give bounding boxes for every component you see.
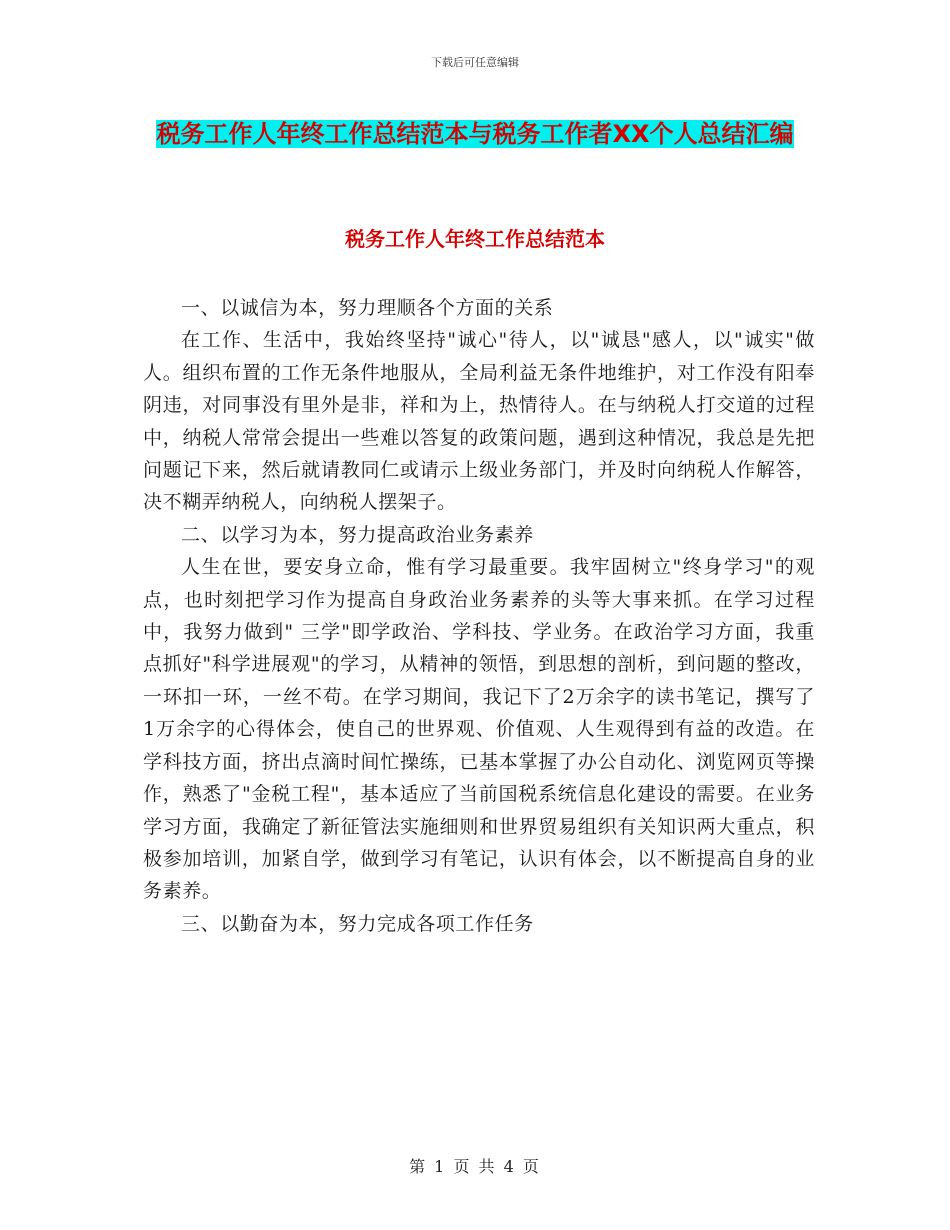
header-note: 下载后可任意编辑 (431, 56, 519, 69)
page-number: 第 1 页 共 4 页 (409, 1157, 541, 1176)
document-title-text: 税务工作人年终工作总结范本与税务工作者XX个人总结汇编 (156, 120, 794, 148)
section-title: 税务工作人年终工作总结范本 (345, 227, 605, 251)
document-body (143, 292, 815, 940)
paragraph-2: 人生在世，要安身立命，惟有学习最重要。我牢固树立"终身学习"的观点，也时刻把学习作为提高自身政治业务素养的头等大事来抓。在学习过程中，我努力做到" 三学"即学政治、学科技、学业务。在政治学习方面，我重点抓好"科学进展观"的学习，从精神的领悟，到思想的剖析，到问题的整改，一环扣一环，一丝不苟。在学习期间，我记下了2万余字的读书笔记，撰写了1万余字的心得体会，使自己的世界观、价值观、人生观得到有益的改造。在学科技方面，挤出点滴时间忙操练，已基本掌握了办公自动化、浏览网页等操作，熟悉了"金税工程"，基本适应了当前国税系统信息化建设的需要。在业务学习方面，我确定了新征管法实施细则和世界贸易组织有关知识两大重点，积极参加培训，加紧自学，做到学习有笔记，认识有体会，以不断提高自身的业务素养。 (143, 556, 815, 903)
heading-2: 二、以学习为本，努力提高政治业务素养 (181, 523, 534, 546)
heading-1: 一、以诚信为本，努力理顺各个方面的关系 (181, 297, 554, 319)
document-title (140, 112, 810, 156)
paragraph-1: 在工作、生活中，我始终坚持"诚心"待人，以"诚恳"感人，以"诚实"做人。组织布置的工作无条件地服从，全局利益无条件地维护，对工作没有阳奉阴违，对同事没有里外是非，祥和为上，热情待人。在与纳税人打交道的过程中，纳税人常常会提出一些难以答复的政策问题，遇到这种情况，我总是先把问题记下来，然后就请教同仁或请示上级业务部门，并及时向纳税人作解答，决不糊弄纳税人，向纳税人摆架子。 (143, 329, 815, 514)
heading-3: 三、以勤奋为本，努力完成各项工作任务 (181, 912, 534, 935)
